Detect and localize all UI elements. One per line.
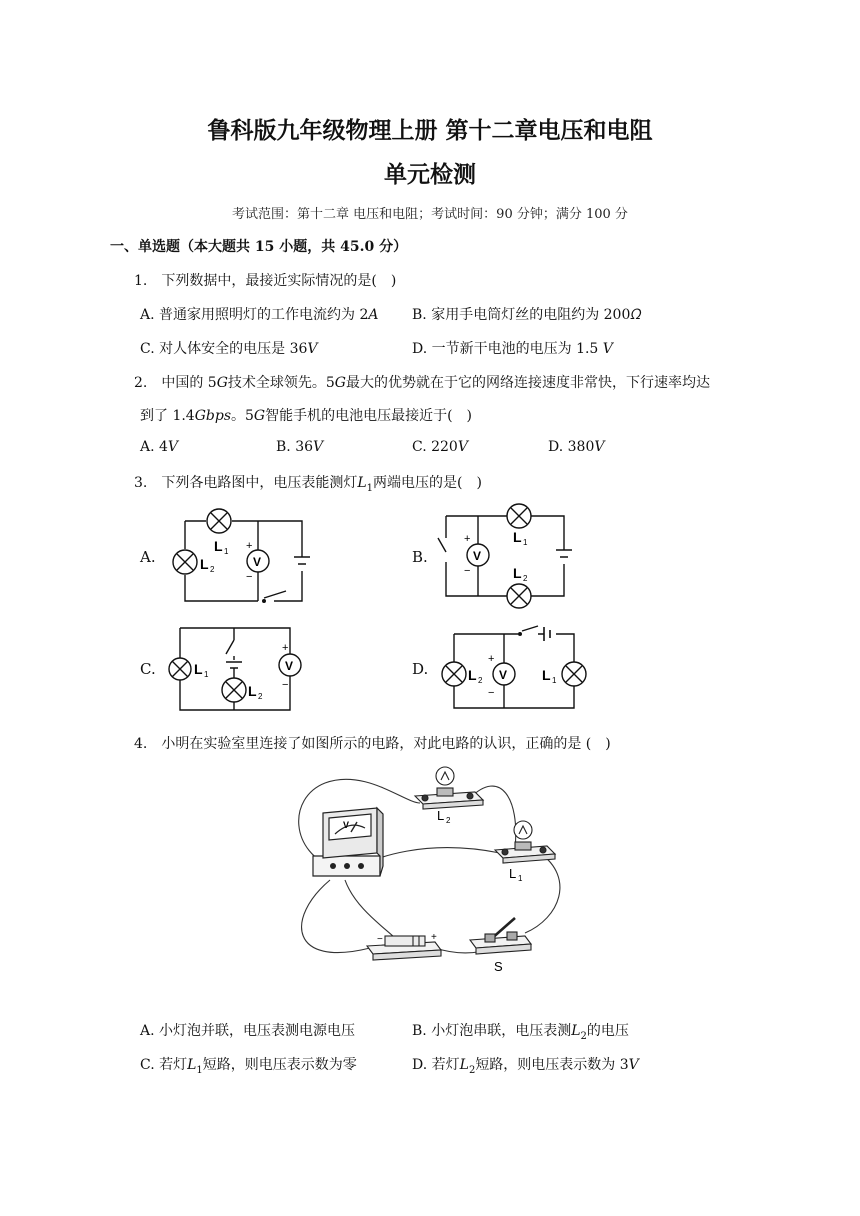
q3-option-a-label: A.	[140, 548, 156, 566]
q3-stem: 3. 下列各电路图中，电压表能测灯𝐿$_1$两端电压的是( )	[134, 475, 482, 494]
b-lamp-l2-label: L	[513, 565, 522, 581]
q4-switch-label: S	[494, 959, 503, 974]
q2-option-c: C. 220𝑉	[412, 439, 468, 455]
b-lamp-l1-label: L	[513, 529, 522, 545]
svg-text:1: 1	[518, 874, 523, 883]
b-voltmeter-label: V	[473, 549, 482, 563]
q3-option-b-label: B.	[412, 548, 428, 566]
q1-option-c: C. 对人体安全的电压是 36𝑉	[140, 341, 318, 357]
q1-stem: 1. 下列数据中，最接近实际情况的是( )	[134, 273, 397, 289]
q1-option-b: B. 家用手电筒灯丝的电阻约为 200𝛺	[412, 307, 641, 323]
q4-stem: 4. 小明在实验室里连接了如图所示的电路，对此电路的认识，正确的是 ( )	[134, 736, 611, 752]
q4-lamp-l2-label: L	[437, 808, 445, 823]
svg-text:1: 1	[224, 547, 229, 556]
svg-text:2: 2	[523, 574, 528, 583]
svg-text:+: +	[464, 533, 471, 545]
q1-option-a: A. 普通家用照明灯的工作电流约为 2𝐴	[140, 307, 379, 323]
svg-text:1: 1	[552, 676, 557, 685]
svg-text:−: −	[377, 934, 383, 945]
svg-text:+: +	[282, 642, 289, 654]
doc-title-line2: 单元检测	[384, 162, 476, 188]
q2-stem-line2: 到了 1.4𝐺𝑏𝑝𝑠。5𝐺智能手机的电池电压最接近于( )	[140, 408, 473, 424]
q4-option-c: C. 若灯𝐿$_1$短路，则电压表示数为零	[140, 1057, 357, 1076]
q4-option-b: B. 小灯泡串联，电压表测𝐿$_2$的电压	[412, 1023, 629, 1042]
c-voltmeter-label: V	[285, 659, 294, 673]
svg-text:+: +	[488, 653, 495, 665]
circuit-diagram-a	[160, 505, 330, 610]
circuit-diagram-d	[430, 622, 605, 714]
q4-voltmeter-label: V	[343, 820, 350, 830]
svg-text:2: 2	[446, 816, 451, 825]
q2-option-a: A. 4𝑉	[140, 439, 179, 455]
q2-option-d: D. 380𝑉	[548, 439, 605, 455]
svg-text:−: −	[282, 679, 289, 691]
q4-option-d: D. 若灯𝐿$_2$短路，则电压表示数为 3𝑉	[412, 1057, 639, 1076]
svg-text:1: 1	[204, 670, 209, 679]
svg-text:+: +	[431, 932, 437, 943]
a-lamp-l2-label: L	[200, 556, 209, 572]
q4-option-a: A. 小灯泡并联，电压表测电源电压	[140, 1023, 356, 1039]
a-voltmeter-label: V	[253, 555, 262, 569]
doc-title-line1: 鲁科版九年级物理上册 第十二章电压和电阻	[207, 118, 653, 144]
circuit-diagram-c	[160, 618, 330, 718]
q4-lamp-l1-label: L	[509, 866, 517, 881]
q2-option-b: B. 36𝑉	[276, 439, 324, 455]
q1-option-d: D. 一节新干电池的电压为 1.5 𝑉	[412, 341, 613, 357]
q4-physical-circuit-illustration	[285, 758, 585, 988]
d-lamp-l2-label: L	[468, 667, 477, 683]
c-lamp-l2-label: L	[248, 683, 257, 699]
svg-text:2: 2	[258, 692, 263, 701]
svg-text:−: −	[488, 687, 495, 699]
a-lamp-l1-label: L	[214, 538, 223, 554]
svg-text:−: −	[246, 571, 253, 583]
svg-text:+: +	[246, 540, 253, 552]
svg-text:2: 2	[210, 565, 215, 574]
section-heading: 一、单选题（本大题共 15 小题，共 45.0 分）	[110, 239, 408, 255]
q3-option-c-label: C.	[140, 660, 156, 678]
circuit-diagram-b	[428, 500, 598, 610]
exam-info: 考试范围：第十二章 电压和电阻；考试时间：90 分钟；满分 100 分	[232, 207, 628, 222]
q2-stem-line1: 2. 中国的 5𝐺技术全球领先。5𝐺最大的优势就在于它的网络连接速度非常快，下行速率均达	[134, 375, 710, 391]
d-voltmeter-label: V	[499, 668, 508, 682]
d-lamp-l1-label: L	[542, 667, 551, 683]
svg-text:−: −	[464, 565, 471, 577]
svg-text:2: 2	[478, 676, 483, 685]
svg-text:1: 1	[523, 538, 528, 547]
q3-option-d-label: D.	[412, 660, 429, 678]
c-lamp-l1-label: L	[194, 661, 203, 677]
